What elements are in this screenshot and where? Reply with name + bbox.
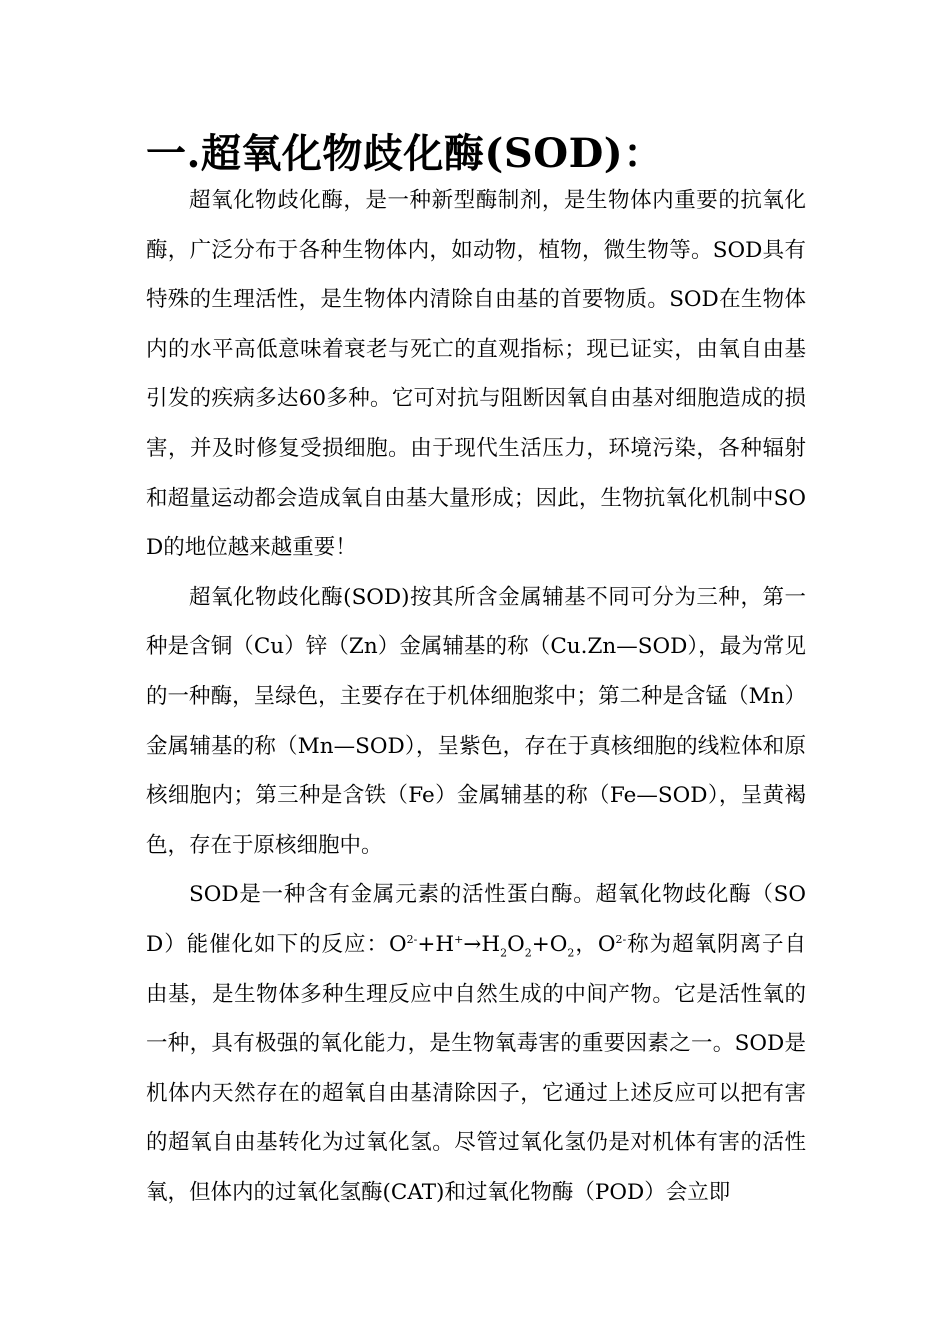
formula-plus-o: +O — [531, 931, 568, 957]
formula-subscript: 2 — [524, 946, 532, 960]
formula-arrow-h: →H — [463, 931, 501, 957]
formula-o: O — [507, 931, 525, 957]
formula-subscript: 2 — [500, 946, 508, 960]
formula-superoxide: O — [388, 931, 407, 957]
section-heading: 一.超氧化物歧化酶(SOD)： — [146, 130, 664, 177]
paragraph-sod-types: 超氧化物歧化酶(SOD)按其所含金属辅基不同可分为三种，第一种是含铜（Cu）锌（Zn）金属辅基的称（Cu.Zn—SOD），最为常见的一种酶，呈绿色，主要存在于机体细胞浆中；第二种是含锰（Mn）金属辅基的称（Mn—SOD），呈紫色，存在于真核细胞的线粒体和原核细胞内；第三种是含铁（Fe）金属辅基的称（Fe—SOD），呈黄褐色，存在于原核细胞中。 — [146, 584, 806, 858]
formula-superscript: 2- — [406, 932, 418, 946]
formula-superscript: 2- — [615, 932, 627, 946]
paragraph-sod-overview: 超氧化物歧化酶，是一种新型酶制剂，是生物体内重要的抗氧化酶，广泛分布于各种生物体内，如动物，植物，微生物等。SOD具有特殊的生理活性，是生物体内清除自由基的首要物质。SOD在生物体内的水平高低意味着衰老与死亡的直观指标；现已证实，由氧自由基引发的疾病多达60多种。它可对抗与阻断因氧自由基对细胞造成的损害，并及时修复受损细胞。由于现代生活压力，环境污染，各种辐射和超量运动都会造成氧自由基大量形成；因此，生物抗氧化机制中SOD的地位越来越重要！ — [146, 188, 806, 561]
formula-hydrogen: +H — [417, 931, 455, 957]
formula-subscript: 2 — [567, 946, 575, 960]
paragraph-sod-reaction — [146, 870, 806, 1217]
reaction-explanation-text: 称为超氧阴离子自由基，是生物体多种生理反应中自然生成的中间产物。它是活性氧的一种，具有极强的氧化能力，是生物氧毒害的重要因素之一。SOD是机体内天然存在的超氧自由基清除因子，它通过上述反应可以把有害的超氧自由基转化为过氧化氢。尽管过氧化氢仍是对机体有害的活性氧，但体内的过氧化氢酶(CAT)和过氧化物酶（POD）会立即 — [146, 931, 806, 1205]
formula-comma-o: ，O — [574, 931, 616, 957]
formula-superscript: + — [454, 932, 464, 946]
reaction-intro-text: SOD是一种含有金属元素的活性蛋白酶。超氧化物歧化酶（SOD）能催化如下的反应： — [146, 882, 806, 957]
document-page — [146, 128, 806, 1217]
